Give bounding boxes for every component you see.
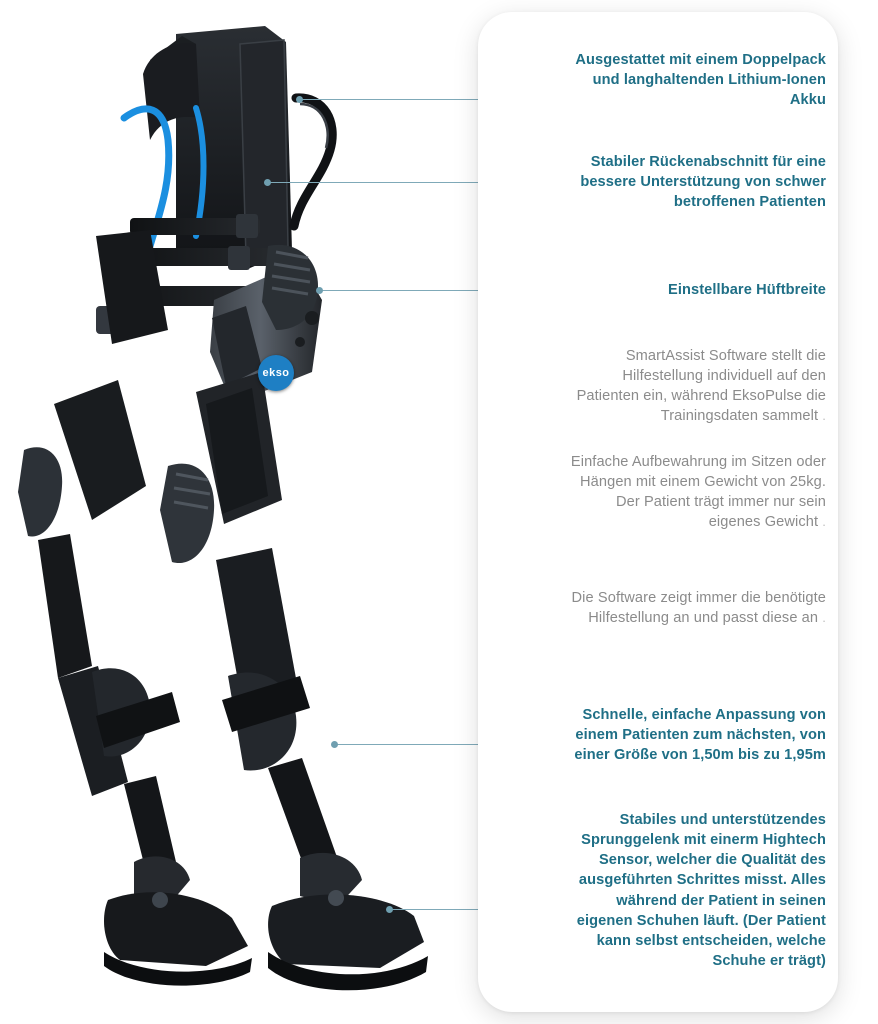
leader-cap-quick-adjust bbox=[331, 741, 338, 748]
callout-smartassist bbox=[562, 346, 826, 427]
callout-smartassist-text: SmartAssist Software stellt die Hilfestellung individuell auf den Patienten ein, während EksoPulse die Trainingsdaten sammelt bbox=[576, 348, 826, 425]
exo-strap-buckle-2 bbox=[228, 246, 250, 270]
ekso-logo-badge: ekso bbox=[258, 355, 294, 391]
callout-software-display-dot: . bbox=[822, 610, 826, 626]
callout-back-section: Stabiler Rückenabschnitt für eine bessere Unterstützung von schwer betroffenen Patienten bbox=[580, 154, 826, 211]
callout-ankle-sensor: Stabiles und unterstützendes Sprunggelenk mit einerm Hightech Sensor, welcher die Qualität des ausgeführten Schrittes misst. Alles während der Patient in seinen eigenen Schuhen läuft. (Der Patient kann selbst entscheiden, welche Schuhe er trägt) bbox=[576, 812, 826, 969]
callout-software-display-text: Die Software zeigt immer die benötigte Hilfestellung an und passt diese an bbox=[571, 590, 826, 627]
leader-cap-hip-width bbox=[316, 287, 323, 294]
leader-cap-battery bbox=[296, 96, 303, 103]
exo-legs-group bbox=[18, 372, 338, 872]
callout-hip-width: Einstellbare Hüftbreite bbox=[668, 282, 826, 298]
exo-strap-buckle-1 bbox=[236, 214, 258, 238]
callout-quick-adjust: Schnelle, einfache Anpassung von einem Patienten zum nächsten, von einer Größe von 1,50m bis zu 1,95m bbox=[574, 707, 826, 764]
exo-feet-group bbox=[104, 853, 428, 990]
exo-thigh-far bbox=[54, 380, 146, 520]
exo-ankle-sensor-near bbox=[328, 890, 344, 906]
exo-thigh-far-rod bbox=[38, 534, 92, 678]
exo-foot-far bbox=[104, 892, 248, 966]
callout-smartassist-dot: . bbox=[822, 408, 826, 424]
callout-battery: Ausgestattet mit einem Doppelpack und langhaltenden Lithium-Ionen Akku bbox=[575, 52, 826, 109]
callout-storage bbox=[562, 452, 826, 533]
callout-storage-text: Einfache Aufbewahrung im Sitzen oder Hängen mit einem Gewicht von 25kg. Der Patient trägt immer nur sein eigenes Gewicht bbox=[570, 454, 826, 531]
exo-thigh-far-actuator bbox=[18, 447, 62, 536]
callout-software-display bbox=[562, 588, 826, 628]
leader-cap-back-section bbox=[264, 179, 271, 186]
exo-coiled-cable bbox=[294, 98, 332, 226]
exo-hip-bolt-1 bbox=[305, 311, 319, 325]
callout-storage-dot: . bbox=[822, 514, 826, 530]
exo-hip-bolt-2 bbox=[295, 337, 305, 347]
leader-cap-ankle-sensor bbox=[386, 906, 393, 913]
exo-ankle-sensor-far bbox=[152, 892, 168, 908]
exo-foot-near bbox=[268, 895, 424, 968]
